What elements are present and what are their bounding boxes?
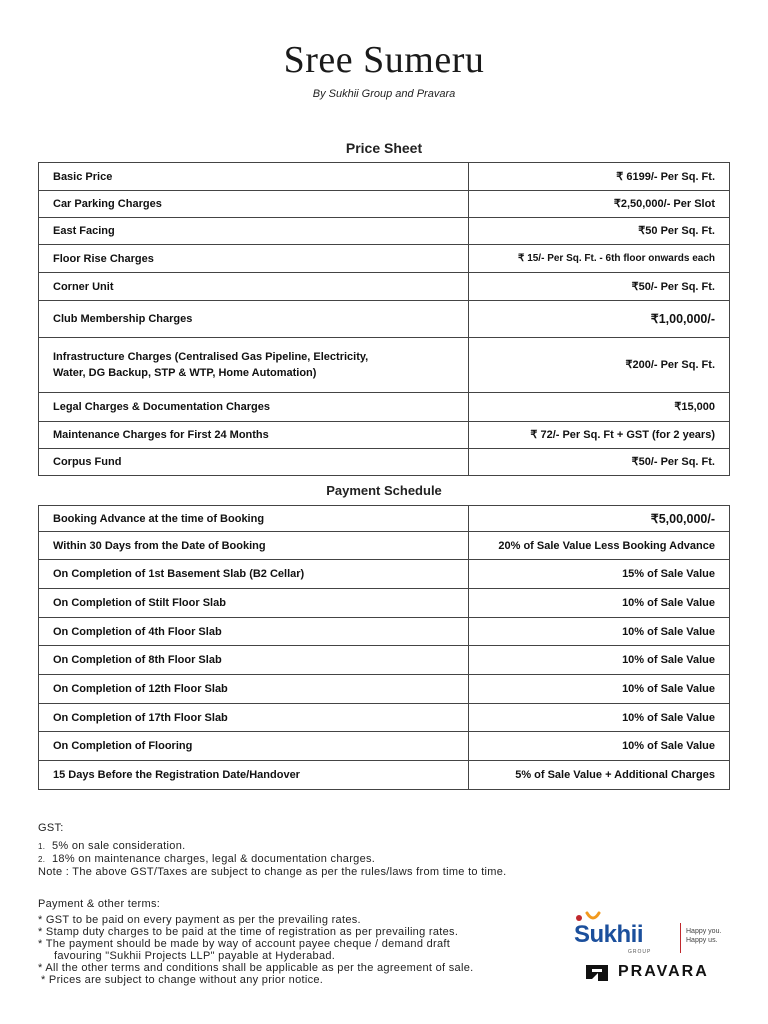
price-value: ₹50/- Per Sq. Ft. [469,449,730,476]
price-sheet-title: Price Sheet [345,140,423,156]
payment-value: 10% of Sale Value [469,675,730,704]
payment-value: 20% of Sale Value Less Booking Advance [469,532,730,560]
payment-value: ₹5,00,000/- [469,506,730,532]
list-item: * Stamp duty charges to be paid at the time of registration as per prevailing rates. [38,926,459,938]
price-label: Basic Price [39,163,469,191]
list-text: 18% on maintenance charges, legal & documentation charges. [52,853,376,865]
pravara-wordmark: PRAVARA [618,963,709,980]
payment-schedule-title: Payment Schedule [326,483,442,498]
table-row [39,589,730,618]
table-row [39,218,730,245]
tagline-line-2: Happy us. [686,937,718,944]
price-label: Floor Rise Charges [39,245,469,273]
price-label [39,338,469,393]
table-row [39,338,730,393]
price-label-line-2: Water, DG Backup, STP & WTP, Home Automation) [53,367,317,379]
price-value: ₹1,00,000/- [469,301,730,338]
payment-value: 10% of Sale Value [469,704,730,732]
table-row [39,560,730,589]
payment-label: On Completion of 17th Floor Slab [39,704,469,732]
price-label: Club Membership Charges [39,301,469,338]
list-item: * The payment should be made by way of account payee cheque / demand draft [38,938,451,950]
price-label: East Facing [39,218,469,245]
table-row [39,245,730,273]
price-value: ₹ 72/- Per Sq. Ft + GST (for 2 years) [469,422,730,449]
table-row [39,646,730,675]
price-value: ₹15,000 [469,393,730,422]
price-value: ₹2,50,000/- Per Slot [469,191,730,218]
pravara-mark-icon [584,963,610,983]
payment-label: Within 30 Days from the Date of Booking [39,532,469,560]
payment-value: 5% of Sale Value + Additional Charges [469,761,730,790]
page-title: Sree Sumeru [283,39,485,81]
sukhii-logo [570,909,730,953]
table-row [39,704,730,732]
price-label-line-1: Infrastructure Charges (Centralised Gas Pipeline, Electricity, [53,351,369,363]
price-value: ₹50/- Per Sq. Ft. [469,273,730,301]
table-row [39,532,730,560]
table-row [39,618,730,646]
table-row [39,191,730,218]
gst-label: GST: [38,822,64,834]
price-label: Corpus Fund [39,449,469,476]
logo-area [566,905,736,985]
price-value: ₹200/- Per Sq. Ft. [469,338,730,393]
table-row [39,761,730,790]
list-number: 2. [38,855,46,864]
table-row [39,422,730,449]
payment-value: 10% of Sale Value [469,646,730,675]
price-label: Legal Charges & Documentation Charges [39,393,469,422]
payment-label: On Completion of 12th Floor Slab [39,675,469,704]
pravara-logo [584,963,734,985]
list-item [38,853,558,866]
page-subtitle: By Sukhii Group and Pravara [312,88,456,100]
tagline-line-1: Happy you. [686,928,722,935]
payment-label: On Completion of Flooring [39,732,469,761]
sukhii-wordmark: Sukhii [574,921,644,948]
payment-terms [38,898,558,986]
table-row [39,675,730,704]
table-row [39,732,730,761]
table-row [39,163,730,191]
payment-value: 15% of Sale Value [469,560,730,589]
payment-schedule-table [38,505,730,790]
sukhii-tagline [686,927,721,945]
price-sheet-table [38,162,730,476]
price-label: Car Parking Charges [39,191,469,218]
table-row [39,301,730,338]
payment-label: On Completion of 4th Floor Slab [39,618,469,646]
list-number: 1. [38,842,46,851]
price-label: Maintenance Charges for First 24 Months [39,422,469,449]
list-item: * GST to be paid on every payment as per the prevailing rates. [38,914,361,926]
list-item [38,840,558,853]
sukhii-group-text: GROUP [628,949,652,955]
price-label: Corner Unit [39,273,469,301]
table-row [39,393,730,422]
payment-value: 10% of Sale Value [469,732,730,761]
terms-label: Payment & other terms: [38,898,161,910]
table-row [39,506,730,532]
payment-value: 10% of Sale Value [469,589,730,618]
table-row [39,449,730,476]
list-text: 5% on sale consideration. [52,840,186,852]
list-item-continuation: favouring "Sukhii Projects LLP" payable at Hyderabad. [54,950,336,962]
list-item: * Prices are subject to change without any prior notice. [41,974,324,986]
price-value: ₹50 Per Sq. Ft. [469,218,730,245]
table-row [39,273,730,301]
gst-notes [38,822,558,878]
payment-label: On Completion of Stilt Floor Slab [39,589,469,618]
price-value: ₹ 6199/- Per Sq. Ft. [469,163,730,191]
list-item: * All the other terms and conditions shall be applicable as per the agreement of sale. [38,962,474,974]
gst-note: Note : The above GST/Taxes are subject to change as per the rules/laws from time to time. [38,866,507,878]
payment-label: On Completion of 1st Basement Slab (B2 Cellar) [39,560,469,589]
payment-label: Booking Advance at the time of Booking [39,506,469,532]
logo-divider [680,923,681,953]
price-value: ₹ 15/- Per Sq. Ft. - 6th floor onwards each [469,245,730,273]
payment-value: 10% of Sale Value [469,618,730,646]
payment-label: On Completion of 8th Floor Slab [39,646,469,675]
payment-label: 15 Days Before the Registration Date/Handover [39,761,469,790]
